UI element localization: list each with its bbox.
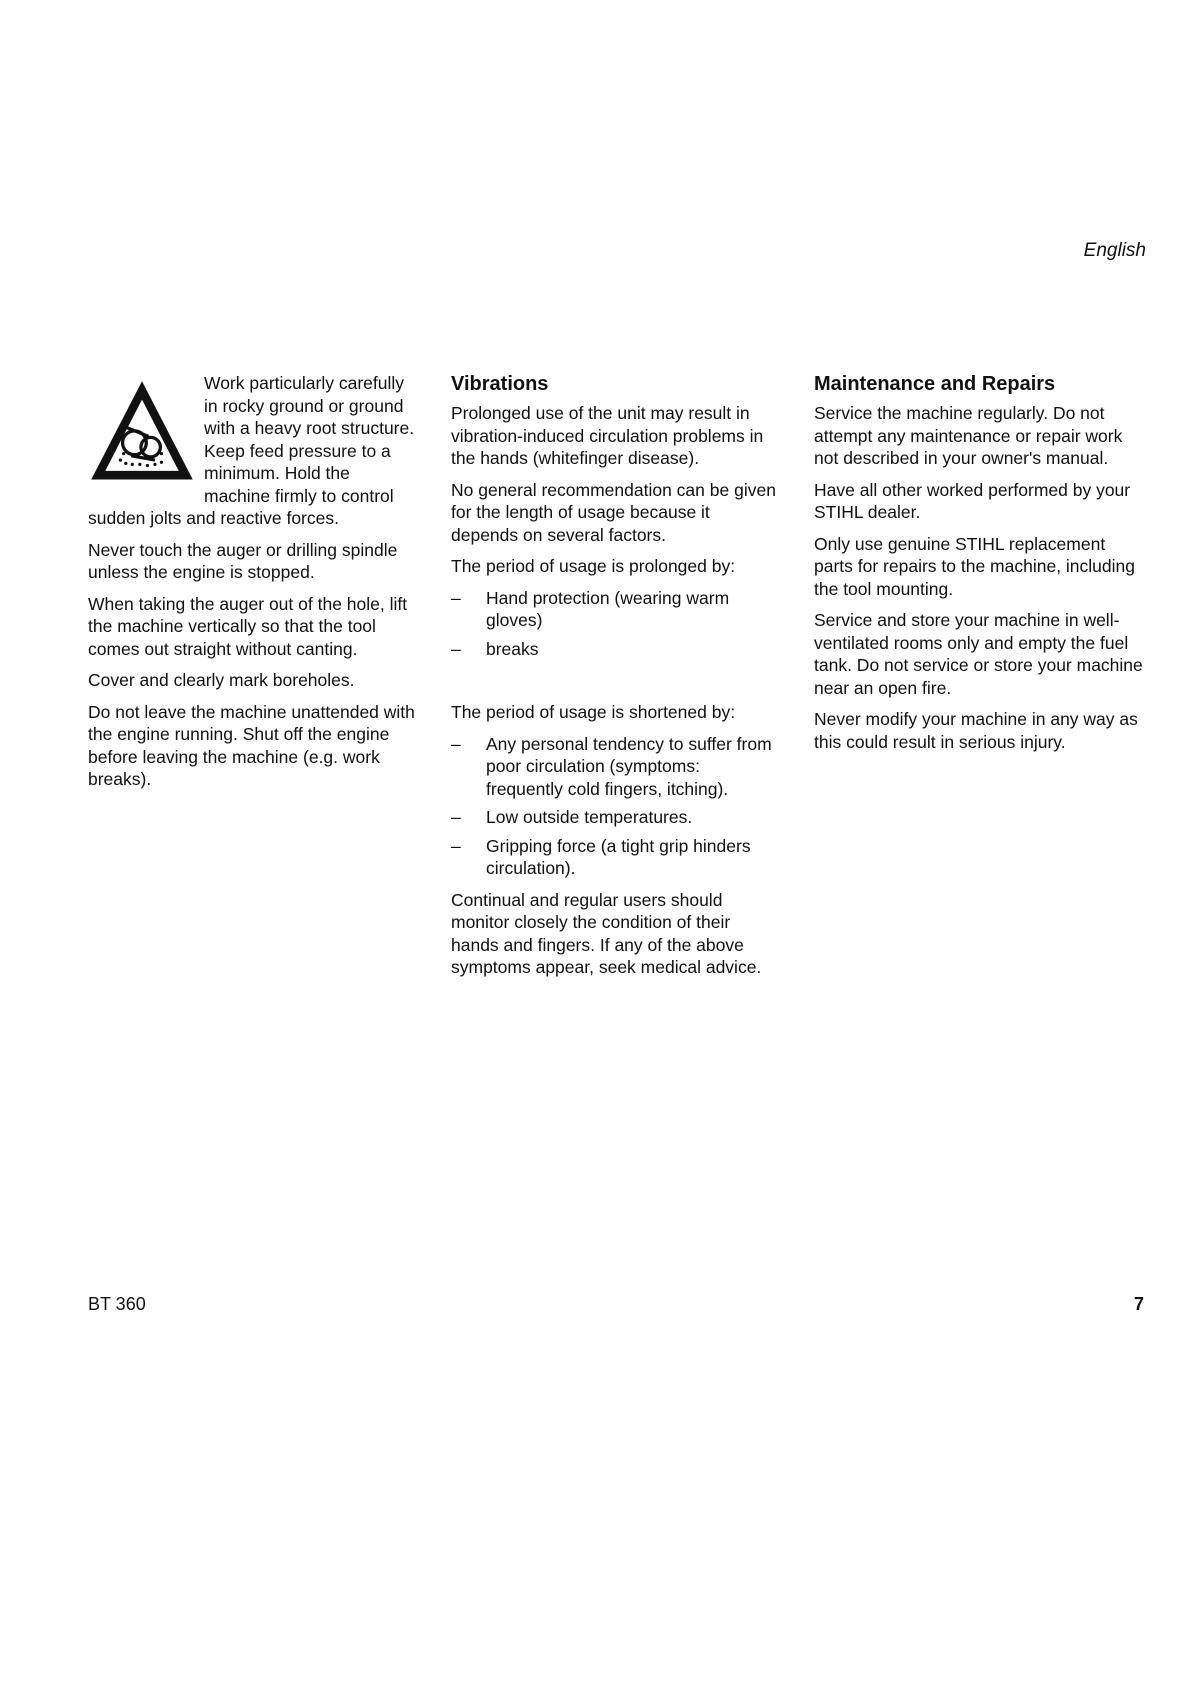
paragraph: When taking the auger out of the hole, lift the machine vertically so that the tool comes out straight without canting. xyxy=(88,593,408,659)
dash-bullet: – xyxy=(451,587,461,608)
footer-model: BT 360 xyxy=(88,1294,146,1314)
list-item-text: Low outside temperatures. xyxy=(486,807,693,827)
paragraph: Continual and regular users should monitor closely the condition of their hands and fingers. If any of the above symptoms appear, seek medical advice. xyxy=(451,889,762,977)
section-heading-vibrations: Vibrations xyxy=(451,373,549,395)
paragraph: The period of usage is shortened by: xyxy=(451,702,736,722)
paragraph: Do not leave the machine unattended with the engine running. Shut off the engine before leaving the machine (e.g. work breaks). xyxy=(88,701,415,789)
dash-bullet: – xyxy=(451,733,461,754)
list-item xyxy=(451,733,781,801)
auger-warning-triangle-icon xyxy=(88,378,196,486)
dash-bullet: – xyxy=(451,807,461,827)
paragraph: Cover and clearly mark boreholes. xyxy=(88,670,355,690)
list-item xyxy=(451,638,781,661)
paragraph: Only use genuine STIHL replacement parts for repairs to the machine, including the tool mounting. xyxy=(814,533,1135,599)
paragraph: Never touch the auger or drilling spindle unless the engine is stopped. xyxy=(88,539,398,582)
prolonged-list xyxy=(451,587,781,661)
list-item-text: breaks xyxy=(486,638,539,659)
paragraph: Never modify your machine in any way as this could result in serious injury. xyxy=(814,709,1138,752)
dash-bullet: – xyxy=(451,835,461,856)
section-heading-maintenance: Maintenance and Repairs xyxy=(814,373,1056,395)
list-item-text: Any personal tendency to suffer from poor circulation (symptoms: frequently cold fingers, itching). xyxy=(486,733,772,799)
spacer xyxy=(451,669,781,701)
column-vibrations xyxy=(451,372,781,988)
column-maintenance xyxy=(814,372,1144,762)
paragraph: Service the machine regularly. Do not attempt any maintenance or repair work not described in your owner's manual. xyxy=(814,403,1123,468)
language-label: English xyxy=(1083,240,1146,261)
paragraph: Work particularly carefully in rocky ground or ground with a heavy root structure. Keep feed pressure to a minimum. Hold the machine firmly to control sudden jolts and reactive forces. xyxy=(88,373,415,528)
paragraph: Have all other worked performed by your STIHL dealer. xyxy=(814,479,1131,522)
list-item xyxy=(451,806,781,829)
list-item-text: Gripping force (a tight grip hinders circulation). xyxy=(486,835,751,878)
page-number: 7 xyxy=(1133,1294,1144,1314)
shortened-list xyxy=(451,733,781,880)
paragraph: The period of usage is prolonged by: xyxy=(451,556,736,576)
column-safety xyxy=(88,372,418,800)
list-item-text: Hand protection (wearing warm gloves) xyxy=(486,587,730,630)
paragraph: Service and store your machine in well-ventilated rooms only and empty the fuel tank. Do not service or store your machine near an open fire. xyxy=(814,610,1143,698)
paragraph: Prolonged use of the unit may result in vibration-induced circulation problems in the hands (whitefinger disease). xyxy=(451,403,764,468)
dash-bullet: – xyxy=(451,638,461,659)
list-item xyxy=(451,587,781,632)
list-item xyxy=(451,835,781,880)
paragraph: No general recommendation can be given for the length of usage because it depends on several factors. xyxy=(451,479,776,545)
